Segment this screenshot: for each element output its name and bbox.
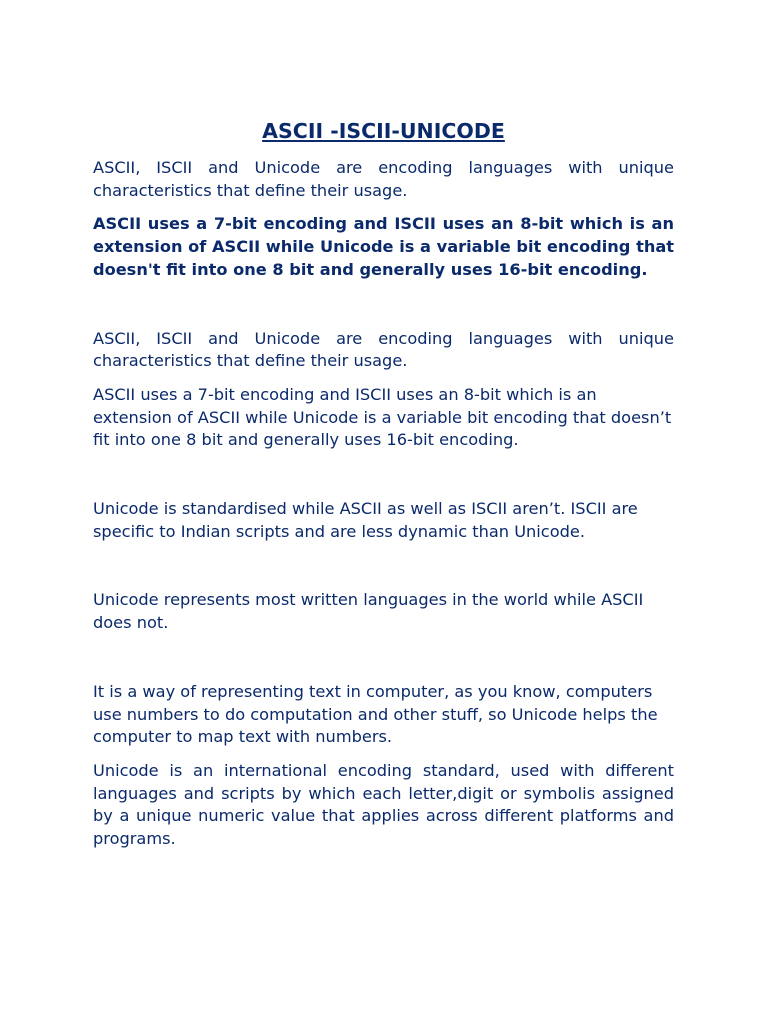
paragraph-bit-encoding-bold: ASCII uses a 7-bit encoding and ISCII uses an 8-bit which is an extension of ASCII while Unicode is a variable bit encoding that doesn't fit into one 8 bit and generally uses 16-bit encoding. <box>93 214 674 279</box>
paragraph-bit-encoding: ASCII uses a 7-bit encoding and ISCII uses an 8-bit which is an extension of ASCII while Unicode is a variable bit encoding that doesn’t fit into one 8 bit and generally uses 16-bit encoding. <box>93 384 672 450</box>
paragraph-international-standard: Unicode is an international encoding standard, used with different languages and scripts by which each letter,digit or symbolis assigned by a unique numeric value that applies across different platforms and programs. <box>93 760 674 849</box>
paragraph-intro-repeat: ASCII, ISCII and Unicode are encoding languages with unique characteristics that define their usage. <box>93 328 674 371</box>
document-title: ASCII -ISCII-UNICODE <box>262 119 505 143</box>
paragraph-representing-text: It is a way of representing text in computer, as you know, computers use numbers to do computation and other stuff, so Unicode helps the computer to map text with numbers. <box>93 681 658 747</box>
paragraph-standardised: Unicode is standardised while ASCII as well as ISCII aren’t. ISCII are specific to Indian scripts and are less dynamic than Unicode. <box>93 499 638 541</box>
paragraph-written-languages: Unicode represents most written languages in the world while ASCII does not. <box>93 590 644 633</box>
paragraph-intro: ASCII, ISCII and Unicode are encoding languages with unique characteristics that define their usage. <box>93 158 674 200</box>
document-page <box>93 117 674 851</box>
